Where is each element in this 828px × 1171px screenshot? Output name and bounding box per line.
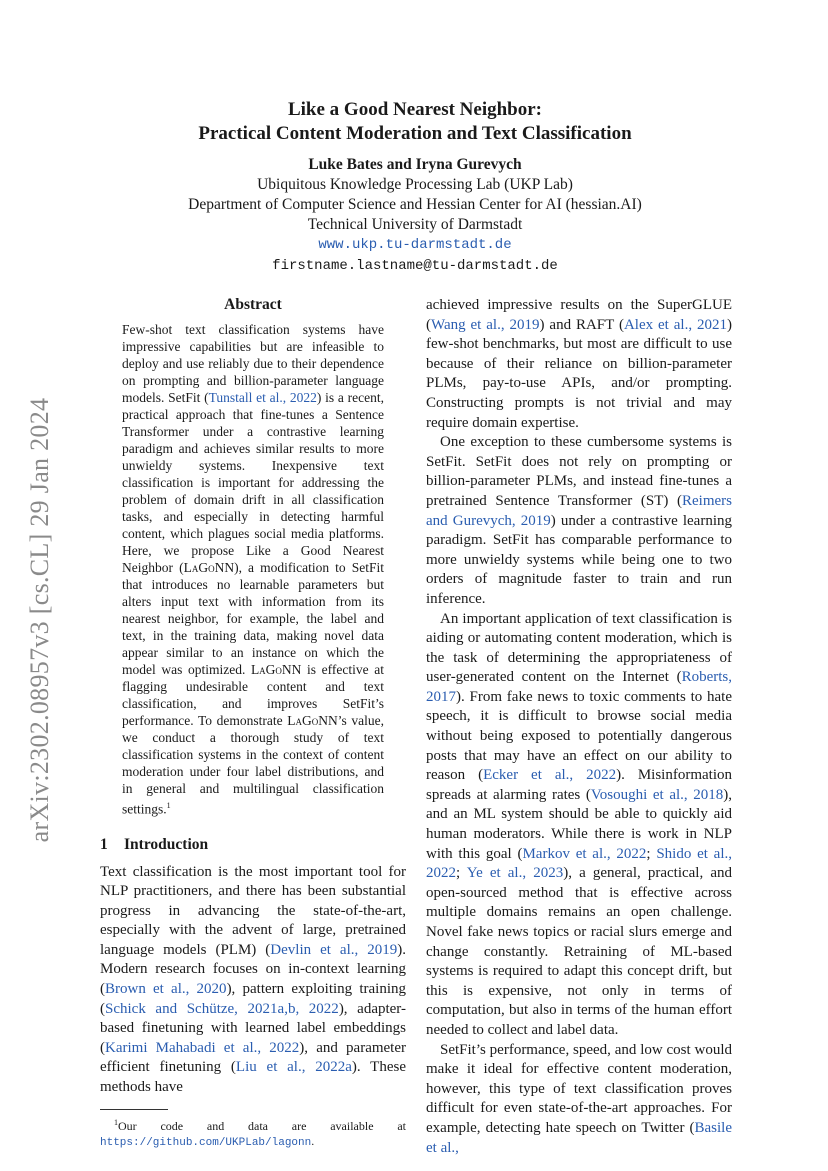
citation-alex[interactable]: Alex et al., 2021 xyxy=(623,316,727,333)
github-link[interactable]: https://github.com/UKPLab/lagonn xyxy=(100,1136,312,1149)
left-column xyxy=(100,296,406,1151)
citation-tunstall[interactable]: Tunstall et al., 2022 xyxy=(208,390,317,405)
footnote-text: $^1$Our code and data are available at https://github.com/UKPLab/lagonn. xyxy=(100,1117,406,1149)
citation-devlin[interactable]: Devlin et al., 2019 xyxy=(270,941,398,958)
citation-karimi[interactable]: Karimi Mahabadi et al., 2022 xyxy=(105,1039,300,1056)
lagonn-name: LaGoNN xyxy=(250,662,302,677)
footnote-marker[interactable]: 1 xyxy=(166,801,171,810)
footnote-divider xyxy=(100,1109,168,1110)
abstract-heading: Abstract xyxy=(224,296,282,313)
citation-ecker[interactable]: Ecker et al., 2022 xyxy=(483,767,617,784)
paper-title-line-1: Like a Good Nearest Neighbor: xyxy=(287,99,543,120)
body-paragraph-1: achieved impressive results on the SuperGLUE (Wang et al., 2019) and RAFT (Alex et al., 2021) few-shot benchmarks, but most are difficult to use because of their reliance on billion-parameter PLMs, pay-to-use APIs, and/or prompting. Constructing prompts is not trivial and may require domain expertise. xyxy=(426,297,732,431)
author-names: Luke Bates and Iryna Gurevych xyxy=(308,156,522,173)
citation-vosoughi[interactable]: Vosoughi et al., 2018 xyxy=(590,786,724,803)
citation-brown[interactable]: Brown et al., 2020 xyxy=(105,981,227,998)
citation-liu[interactable]: Liu et al., 2022a xyxy=(235,1059,352,1076)
arxiv-stamp xyxy=(18,370,62,870)
citation-ye[interactable]: Ye et al., 2023 xyxy=(466,865,564,882)
section-title: Introduction xyxy=(124,835,209,853)
citation-roberts[interactable]: Roberts, 2017 xyxy=(426,669,732,705)
citation-shido[interactable]: Shido et al., 2022 xyxy=(426,845,732,882)
paper-header xyxy=(100,98,730,277)
section-heading-introduction xyxy=(100,836,406,854)
right-column xyxy=(426,296,732,1158)
citation-basile[interactable]: Basile et al., xyxy=(426,1119,732,1156)
arxiv-stamp-text: arXiv:2302.08957v3 [cs.CL] 29 Jan 2024 xyxy=(25,397,54,843)
lagonn-name: LaGoNN xyxy=(183,560,235,575)
abstract-text: Few-shot text classification systems have impressive capabilities but are infeasible to deploy and use reliably due to their dependence on prompting and billion-parameter language models. SetFit (Tunstall et al., 2022) is a recent, practical approach that fine-tunes a Sentence Transformer under a contrastive learning paradigm and achieves similar results to more unwieldy systems. Inexpensive text classification is important for addressing the problem of domain drift in all classification tasks, and especially in detecting harmful content, which plagues social media platforms. Here, we propose Like a Good Nearest Neighbor (LaGoNN), a modification to SetFit that introduces no learnable parameters but alters input text with information from its nearest neighbor, for example, the label and text, in the training data, making novel data appear similar to an instance on which the model was optimized. LaGoNN is effective at flagging undesirable content and text classification, and improves SetFit’s performance. To demonstrate LaGoNN’s value, we conduct a thorough study of text classification systems in the context of content moderation under four label distributions, and in general and multilingual classification settings.$^1$ xyxy=(122,322,385,817)
citation-markov[interactable]: Markov et al., 2022 xyxy=(522,845,647,862)
citation-schick[interactable]: Schick and Schütze, 2021a,b, 2022 xyxy=(105,1000,339,1017)
affiliation-lab: Ubiquitous Knowledge Processing Lab (UKP Lab) xyxy=(257,176,573,193)
body-paragraph-4: SetFit’s performance, speed, and low cost would make it ideal for effective content moderation, however, this type of text classification proves difficult for even state-of-the-art approaches. For example, detecting hate speech on Twitter (Basile et al., xyxy=(426,1041,732,1156)
body-paragraph-3: An important application of text classification is aiding or automating content moderation, which is the task of determining the appropriateness of user-generated content on the Internet (Roberts, 2017). From fake news to toxic comments to hate speech, it is difficult to browse social media without being exposed to potentially dangerous posts that may have an effect on our ability to reason (Ecker et al., 2022). Misinformation spreads at alarming rates (Vosoughi et al., 2018), and an ML system should be able to quickly aid human moderators. While there is work in NLP with this goal (Markov et al., 2022; Shido et al., 2022; Ye et al., 2023), a general, practical, and open-sourced method that is effective across multiple domains remains an open challenge. Novel fake news topics or racial slurs emerge and change constantly. Retraining of ML-based systems is required to adapt this concept drift, but this is expensive, not only in terms of computation, but also in terms of the human effort needed to collect and label data. xyxy=(426,610,733,1038)
lab-url-link[interactable]: www.ukp.tu-darmstadt.de xyxy=(318,237,512,253)
author-email: firstname.lastname@tu-darmstadt.de xyxy=(272,258,558,274)
affiliation-university: Technical University of Darmstadt xyxy=(307,216,523,233)
citation-reimers[interactable]: Reimers and Gurevych, 2019 xyxy=(426,492,732,529)
body-paragraph-2: One exception to these cumbersome systems is SetFit. SetFit does not rely on prompting or billion-parameter PLMs, and instead fine-tunes a pretrained Sentence Transformer (ST) (Reimers and Gurevych, 2019) under a contrastive learning paradigm. SetFit has comparable performance to more unwieldy systems while being one to two orders of magnitude faster to train and run inference. xyxy=(426,434,732,607)
lagonn-name: LaGoNN xyxy=(287,713,338,728)
citation-wang[interactable]: Wang et al., 2019 xyxy=(431,316,540,333)
paper-title-line-2: Practical Content Moderation and Text Classification xyxy=(198,123,632,144)
section-number: 1 xyxy=(100,835,108,853)
affiliation-department: Department of Computer Science and Hessian Center for AI (hessian.AI) xyxy=(188,196,642,213)
intro-paragraph-1: Text classification is the most important tool for NLP practitioners, and there has been substantial progress in advancing the state-of-the-art, especially with the advent of large, pretrained language models (PLM) (Devlin et al., 2019). Modern research focuses on in-context learning (Brown et al., 2020), pattern exploiting training (Schick and Schütze, 2021a,b, 2022), adapter-based finetuning with learned label embeddings (Karimi Mahabadi et al., 2022), and parameter efficient finetuning (Liu et al., 2022a). These methods have xyxy=(100,863,407,1096)
